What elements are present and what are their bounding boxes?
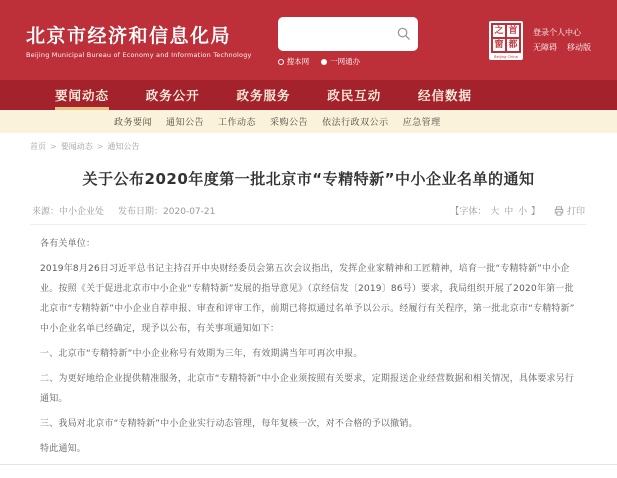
search-icon[interactable] bbox=[396, 26, 411, 41]
font-size-label-close: 】 bbox=[530, 207, 540, 217]
capital-window-logo[interactable] bbox=[489, 21, 523, 60]
site-title-en: Beijing Municipal Bureau of Economy and Information Technology bbox=[26, 51, 252, 59]
sub-nav bbox=[0, 110, 617, 133]
paragraph-intro: 2019年8月26日习近平总书记主持召开中央财经委员会第五次会议指出，发挥企业家精神和工匠精神，培育一批“专精特新”中小企业。按照《关于促进北京市中小企业“专精特新”发展的指导意见》（京经信发〔2019〕86号）要求，我局组织开展了2020年第一批北京市“专精特新”中小企业自荐申报、审查和评审工作，前期已将拟通过名单予以公示。经履行有关程序，第一批北京市“专精特新”中小企业名单已经确定，现予以公布，有关事项通知如下： bbox=[40, 264, 575, 334]
breadcrumb-separator: > bbox=[96, 142, 104, 151]
accessibility-link[interactable]: 无障碍 bbox=[533, 43, 557, 52]
radio-unselected-icon bbox=[278, 59, 284, 65]
nav-item-gov-disclosure[interactable]: 政务公开 bbox=[145, 88, 200, 103]
font-size-large-button[interactable]: 大 bbox=[490, 207, 500, 217]
print-label: 打印 bbox=[566, 207, 585, 217]
mobile-version-link[interactable]: 移动版 bbox=[567, 43, 591, 52]
source-field bbox=[32, 204, 104, 217]
source-label: 来源： bbox=[32, 207, 60, 217]
font-size-control bbox=[450, 204, 540, 217]
breadcrumb-section[interactable]: 要闻动态 bbox=[60, 142, 93, 151]
printer-icon bbox=[554, 206, 564, 216]
article-body bbox=[30, 225, 587, 459]
search-scope-all[interactable] bbox=[321, 56, 360, 67]
salutation: 各有关单位： bbox=[40, 239, 96, 249]
breadcrumb-separator: > bbox=[50, 142, 57, 151]
closing: 特此通知。 bbox=[40, 444, 87, 454]
article-title: 关于公布2020年度第一批北京市“专精特新”中小企业名单的通知 bbox=[82, 170, 535, 188]
nav-item-interaction[interactable]: 政民互动 bbox=[327, 88, 382, 103]
source-value: 中小企业处 bbox=[59, 207, 105, 217]
meta-left bbox=[32, 204, 215, 217]
subnav-item-emergency[interactable]: 应急管理 bbox=[402, 118, 441, 128]
capital-window-seal bbox=[491, 23, 521, 53]
page-bottom-divider bbox=[0, 464, 617, 478]
seal-char: 之 bbox=[492, 24, 506, 38]
search-scope-all-label: 一网通办 bbox=[330, 57, 361, 66]
subnav-item-work-updates[interactable]: 工作动态 bbox=[218, 118, 257, 128]
paragraph-item-2: 二、为更好地给企业提供精准服务，北京市“专精特新”中小企业须按照有关要求，定期报送企业经营数据和相关情况，具体要求另行通知。 bbox=[40, 374, 575, 404]
article-content bbox=[0, 133, 617, 464]
site-logo[interactable] bbox=[26, 21, 252, 59]
header-right bbox=[489, 21, 591, 60]
site-title: 北京市经济和信息化局 bbox=[26, 25, 232, 47]
subnav-item-disclosure[interactable]: 依法行政双公示 bbox=[322, 118, 389, 128]
nav-item-news[interactable]: 要闻动态 bbox=[55, 80, 109, 110]
radio-selected-icon bbox=[321, 59, 327, 65]
article-meta bbox=[30, 204, 587, 225]
breadcrumb bbox=[30, 133, 587, 152]
font-size-label: 【字体： bbox=[450, 207, 487, 217]
subnav-item-notices[interactable]: 通知公告 bbox=[166, 118, 205, 128]
capital-window-caption: Beijing China bbox=[494, 53, 518, 59]
search-scope-options bbox=[278, 56, 418, 67]
breadcrumb-current: 通知公告 bbox=[107, 142, 140, 151]
header-links bbox=[533, 25, 591, 55]
date-field bbox=[118, 204, 215, 217]
paragraph-item-3: 三、我局对北京市“专精特新”中小企业实行动态管理，每年复核一次，对不合格的予以撤销。 bbox=[40, 419, 418, 429]
paragraph-item-1: 一、北京市“专精特新”中小企业称号有效期为三年，有效期满当年可再次申报。 bbox=[40, 349, 363, 359]
login-link[interactable]: 登录个人中心 bbox=[533, 28, 581, 37]
site-header bbox=[0, 0, 617, 80]
seal-char: 窗 bbox=[492, 38, 506, 52]
subnav-item-procurement[interactable]: 采购公告 bbox=[270, 118, 309, 128]
search-scope-site[interactable] bbox=[278, 56, 310, 67]
meta-right bbox=[450, 204, 585, 217]
search-box bbox=[278, 17, 418, 51]
main-nav bbox=[0, 80, 617, 110]
nav-item-gov-services[interactable]: 政务服务 bbox=[236, 88, 291, 103]
print-button[interactable] bbox=[554, 204, 585, 217]
breadcrumb-home[interactable]: 首页 bbox=[30, 142, 46, 151]
date-label: 发布日期： bbox=[118, 207, 164, 217]
font-size-small-button[interactable]: 小 bbox=[518, 207, 528, 217]
nav-item-data[interactable]: 经信数据 bbox=[417, 88, 472, 103]
subnav-item-gov-news[interactable]: 政务要闻 bbox=[114, 118, 153, 128]
search-area bbox=[278, 17, 418, 67]
seal-char: 都 bbox=[506, 38, 520, 52]
seal-char: 首 bbox=[506, 24, 520, 38]
font-size-medium-button[interactable]: 中 bbox=[504, 207, 514, 217]
search-scope-site-label: 搜本网 bbox=[286, 57, 310, 66]
date-value: 2020-07-21 bbox=[163, 207, 216, 217]
